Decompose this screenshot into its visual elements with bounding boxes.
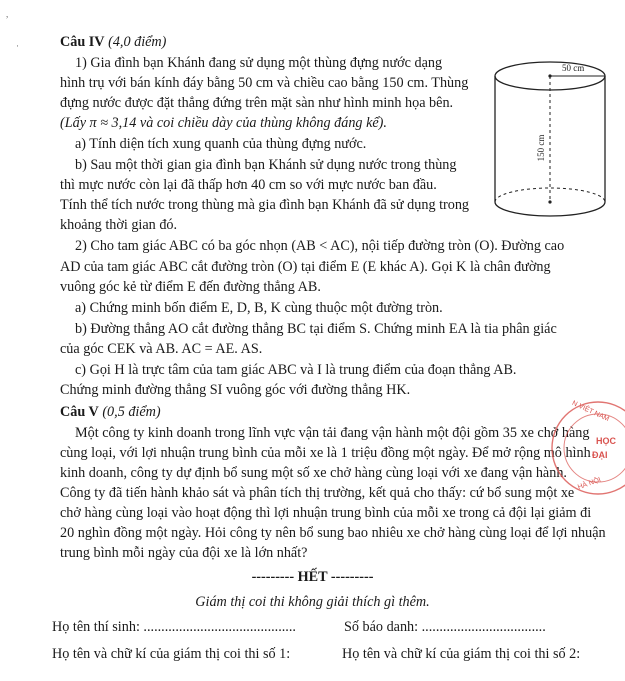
- q5-line: 20 nghìn đồng một ngày. Hỏi công ty nên bổ sung bao nhiêu xe chở hàng cùng loại để lợi nhuận: [60, 525, 606, 541]
- q5-line: trung bình mỗi ngày của đội xe là lớn nhất?: [60, 545, 308, 561]
- q4-p1b-line: khoảng thời gian đó.: [60, 217, 178, 233]
- q5-heading: [60, 402, 161, 422]
- corner-mark: ·: [16, 41, 19, 51]
- svg-text:N VIỆT NAM: N VIỆT NAM: [570, 399, 610, 424]
- candidate-number-field: Số báo danh: ...................................: [344, 619, 546, 635]
- q4-p2b-line: của góc CEK và AB. AC = AE. AS.: [60, 341, 263, 357]
- q5-line: Một công ty kinh doanh trong lĩnh vực vận tải đang vận hành một đội gồm 35 xe chở hàng: [75, 425, 590, 441]
- svg-text:HÀ NỘI: HÀ NỘI: [576, 476, 602, 492]
- q5-heading-points: (0,5 điểm): [102, 404, 161, 420]
- svg-text:HỌC: HỌC: [596, 436, 616, 446]
- q4-p1b-line: thì mực nước còn lại đã thấp hơn 40 cm so với mực nước ban đầu.: [60, 177, 437, 193]
- q4-p2a: a) Chứng minh bốn điểm E, D, B, K cùng thuộc một đường tròn.: [75, 300, 443, 316]
- q4-p2c-line: Chứng minh đường thẳng SI vuông góc với đường thẳng HK.: [60, 382, 411, 398]
- q4-p2b-line: b) Đường thẳng AO cắt đường thẳng BC tại điểm S. Chứng minh EA là tia phân giác: [75, 321, 557, 337]
- proctor-note: Giám thị coi thi không giải thích gì thêm.: [195, 594, 430, 610]
- corner-mark: ,: [6, 9, 9, 19]
- q4-p2-line: AD của tam giác ABC cắt đường tròn (O) tại điểm E (E khác A). Gọi K là chân đường: [60, 259, 551, 275]
- q5-line: Công ty đã tiến hành khảo sát và phân tích thị trường, kết quả cho thấy: cứ bổ sung một xe: [60, 485, 575, 501]
- q5-line: kinh doanh, công ty dự định bổ sung một số xe chở hàng cùng loại với xe đang vận hành.: [60, 465, 567, 481]
- proctor1-signature: Họ tên và chữ kí của giám thị coi thi số 1:: [52, 646, 291, 662]
- q4-p1b-line: b) Sau một thời gian gia đình bạn Khánh sử dụng nước trong thùng: [75, 157, 457, 173]
- q4-p1b-line: Tính thể tích nước trong thùng mà gia đình bạn Khánh đã sử dụng trong: [60, 197, 470, 213]
- q4-p2-line: 2) Cho tam giác ABC có ba góc nhọn (AB < AC), nội tiếp đường tròn (O). Đường cao: [75, 238, 565, 254]
- q4-p2-line: vuông góc kẻ từ điểm E đến đường thẳng AB.: [60, 279, 321, 295]
- q4-p1-line: hình trụ với bán kính đáy bằng 50 cm và chiều cao bằng 150 cm. Thùng: [60, 75, 469, 91]
- proctor2-signature: Họ tên và chữ kí của giám thị coi thi số 2:: [342, 646, 581, 662]
- cylinder-figure: [488, 56, 618, 228]
- q4-p1-line: 1) Gia đình bạn Khánh đang sử dụng một thùng đựng nước dạng: [75, 55, 443, 71]
- end-marker: --------- HẾT ---------: [251, 569, 374, 585]
- q4-p1-line: (Lấy π ≈ 3,14 và coi chiều dày của thùng không đáng kể).: [60, 115, 387, 131]
- q4-heading: [60, 32, 166, 52]
- q5-heading-label: Câu V: [60, 404, 99, 420]
- q4-p1a: a) Tính diện tích xung quanh của thùng đựng nước.: [75, 136, 367, 152]
- q4-heading-points: (4,0 điểm): [108, 34, 167, 50]
- q5-line: cùng loại, với lợi nhuận trung bình của mỗi xe là 1 triệu đồng một ngày. Để mở rộng mô hình: [60, 445, 591, 461]
- q4-p1-line: đựng nước được đặt thẳng đứng trên mặt sàn như hình minh họa bên.: [60, 95, 454, 111]
- svg-text:ĐẠI: ĐẠI: [592, 450, 608, 460]
- q4-heading-label: Câu IV: [60, 34, 105, 50]
- radius-label: 50 cm: [562, 63, 585, 73]
- q4-p2c-line: c) Gọi H là trực tâm của tam giác ABC và I là trung điểm của đoạn thẳng AB.: [75, 362, 517, 378]
- candidate-name-field: Họ tên thí sinh: ...........................................: [52, 619, 296, 635]
- q5-line: chở hàng cùng loại vào hoạt động thì lợi nhuận trung bình của mỗi xe trong cả đội lại giảm đi: [60, 505, 592, 521]
- school-stamp: [548, 398, 625, 498]
- height-label: 150 cm: [536, 134, 546, 162]
